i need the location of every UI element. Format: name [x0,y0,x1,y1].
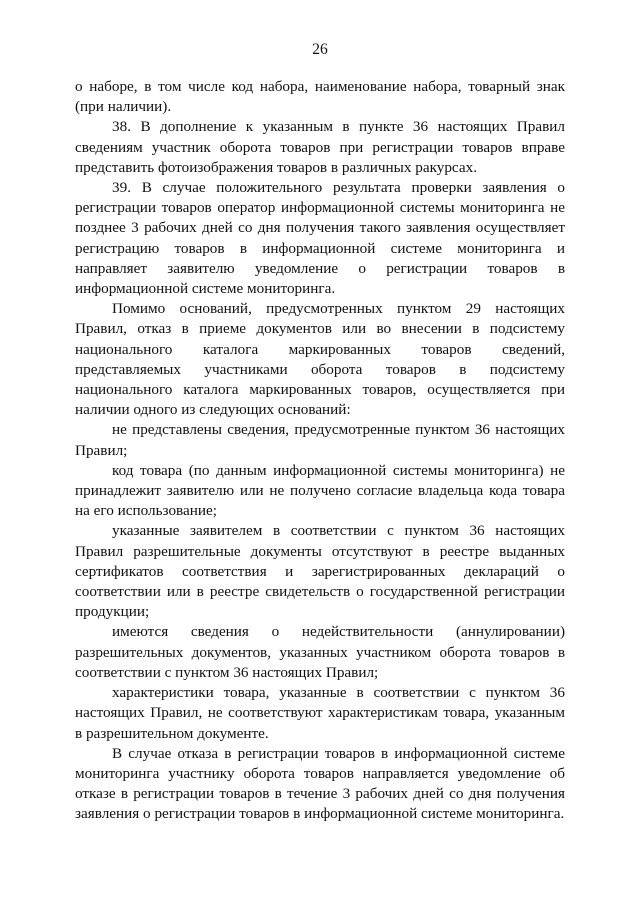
paragraph-ground-4: имеются сведения о недействительности (аннулировании) разрешительных документов, указанных участником оборота товаров в соответствии с пунктом 36 настоящих Правил; [75,623,565,681]
paragraph-item-39: 39. В случае положительного результата проверки заявления о регистрации товаров оператор информационной системы мониторинга не позднее 3 рабочих дней со дня получения такого заявления осуществляет регистрацию товаров в информационной системе мониторинга и направляет заявителю уведомление о регистрации товаров в информационной системе мониторинга. [75,179,565,298]
paragraph-ground-3: указанные заявителем в соответствии с пунктом 36 настоящих Правил разрешительные документы отсутствуют в реестре выданных сертификатов соответствия и зарегистрированных деклараций о соответствии или в реестре свидетельств о государственной регистрации продукции; [75,522,565,621]
paragraph-refusal-grounds: Помимо оснований, предусмотренных пунктом 29 настоящих Правил, отказ в приеме документов или во внесении в подсистему национального каталога маркированных товаров сведений, представляемых участниками оборота товаров в подсистему национального каталога маркированных товаров, осуществляется при наличии одного из следующих оснований: [75,300,565,419]
paragraph-refusal-notice: В случае отказа в регистрации товаров в информационной системе мониторинга участнику оборота товаров направляется уведомление об отказе в регистрации товаров в течение 3 рабочих дней со дня получения заявления о регистрации товаров в информационной системе мониторинга. [75,744,565,823]
paragraph-ground-2: код товара (по данным информационной системы мониторинга) не принадлежит заявителю или не получено согласие владельца кода товара на его использование; [75,461,565,520]
document-body [75,77,565,825]
paragraph-ground-1: не представлены сведения, предусмотренные пунктом 36 настоящих Правил; [75,421,565,459]
paragraph-ground-5: характеристики товара, указанные в соответствии с пунктом 36 настоящих Правил, не соответствуют характеристикам товара, указанным в разрешительном документе. [75,684,565,742]
paragraph-continuation: о наборе, в том числе код набора, наименование набора, товарный знак (при наличии). [75,78,565,116]
paragraph-item-38: 38. В дополнение к указанным в пункте 36 настоящих Правил сведениям участник оборота товаров при регистрации товаров вправе представить фотоизображения товаров в различных ракурсах. [75,118,565,176]
page-number: 26 [312,41,328,58]
